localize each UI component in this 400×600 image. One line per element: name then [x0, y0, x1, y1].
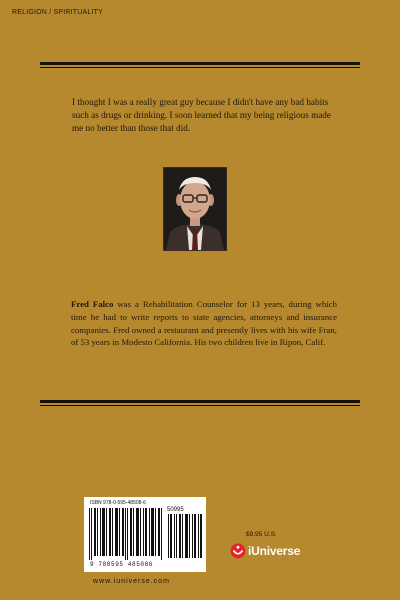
- barcode-digits: 9 780595 485086: [90, 561, 154, 568]
- author-bio-text: was a Rehabilitation Counselor for 13 years, during which time he had to write reports to state agencies, attorneys and insurance companies. Fred owned a restaurant and presently lives with his wife Fran, of 53 years in Modesto California. His two children live in Ripon, Calif.: [71, 299, 337, 348]
- ean-barcode-graphic: [89, 508, 163, 560]
- top-rule-thin: [40, 67, 360, 68]
- publisher-name: iUniverse: [248, 544, 301, 558]
- top-rule-thick: [40, 62, 360, 65]
- retail-price: $9.95 U.S.: [246, 531, 277, 538]
- isbn-barcode: [84, 497, 206, 572]
- addon-barcode-graphic: [168, 514, 202, 558]
- bottom-rule-thin: [40, 405, 360, 406]
- bottom-rule-thick: [40, 400, 360, 403]
- price-code-text: 50995: [167, 507, 184, 513]
- iuniverse-logo-icon: [230, 543, 246, 559]
- author-bio: [71, 298, 337, 349]
- publisher-website: www.iuniverse.com: [93, 578, 170, 585]
- author-photo: [163, 167, 227, 251]
- back-cover-quote: I thought I was a really great guy because I didn't have any bad habits such as drugs or drinking. I soon learned that my being religious made me no better than those that did.: [72, 97, 331, 133]
- author-name: Fred Falco: [71, 299, 114, 309]
- isbn-text: ISBN 978-0-595-48508-6: [90, 500, 146, 506]
- category-label: RELIGION / SPIRITUALITY: [12, 9, 103, 16]
- publisher-logo: [230, 542, 300, 560]
